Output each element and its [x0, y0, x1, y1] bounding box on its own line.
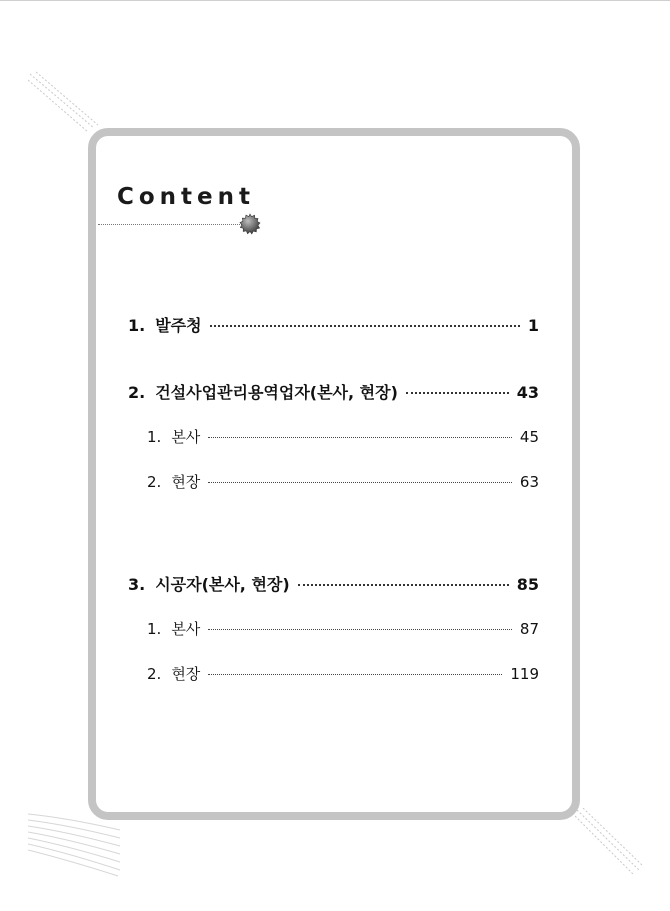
- dot-leader: [208, 629, 512, 630]
- toc-title: 본사: [171, 428, 201, 446]
- toc-page: 63: [519, 473, 539, 491]
- toc-number: 3.: [128, 575, 146, 594]
- toc-title: 현장: [171, 665, 201, 683]
- toc-entry-2-1[interactable]: [147, 426, 539, 447]
- toc-number: 2.: [128, 383, 146, 402]
- toc-entry-2[interactable]: [128, 380, 539, 403]
- page-title: Content: [117, 184, 256, 210]
- toc-page: 85: [516, 575, 539, 594]
- toc-entry-2-2[interactable]: [147, 471, 539, 492]
- toc-page: 45: [519, 428, 539, 446]
- dot-leader: [210, 325, 520, 327]
- toc-page: 87: [519, 620, 539, 638]
- toc-title: 현장: [171, 473, 201, 491]
- toc-title: 본사: [171, 620, 201, 638]
- dot-leader: [298, 584, 509, 586]
- toc-entry-3-1[interactable]: [147, 618, 539, 639]
- title-dotted-rule: [98, 224, 242, 225]
- toc-page: 43: [516, 383, 539, 402]
- dot-leader: [406, 392, 509, 394]
- diagonal-pattern-bottom-right: [575, 808, 643, 874]
- dot-leader: [208, 482, 512, 483]
- top-rule: [0, 0, 670, 1]
- toc-number: 1.: [128, 316, 146, 335]
- toc-title: 시공자(본사, 현장): [155, 575, 290, 594]
- toc-number: 1.: [147, 620, 162, 638]
- gear-icon: [239, 213, 261, 235]
- toc-title: 건설사업관리용역업자(본사, 현장): [155, 383, 398, 402]
- dot-leader: [208, 674, 502, 675]
- toc-page: 1: [527, 316, 539, 335]
- toc-number: 1.: [147, 428, 162, 446]
- toc-page: 119: [510, 665, 539, 683]
- dot-leader: [208, 437, 512, 438]
- toc-number: 2.: [147, 473, 162, 491]
- toc-entry-3[interactable]: [128, 572, 539, 595]
- toc-entry-1[interactable]: [128, 313, 539, 336]
- diagonal-pattern-top-left: [28, 70, 98, 132]
- toc-entry-3-2[interactable]: [147, 663, 539, 684]
- toc-number: 2.: [147, 665, 162, 683]
- toc-title: 발주청: [155, 316, 202, 335]
